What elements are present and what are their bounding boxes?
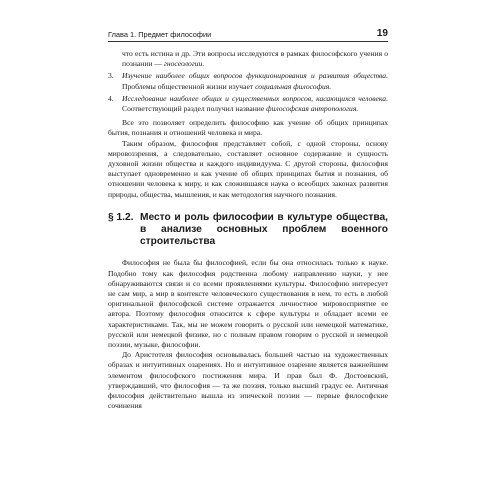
section-heading xyxy=(108,212,388,249)
list-item-plain: Соответствующий раздел получил название xyxy=(122,104,267,114)
list-item xyxy=(108,71,388,91)
list-item-italic: Изучение наиболее общих вопросов функционирования и развития общества. xyxy=(122,71,388,81)
list-item-number: 3. xyxy=(108,71,114,81)
paragraph: До Аристотеля философия основывалась большей частью на художественных образах и интуитивных озарениях. Но и интуитивное озарение является важнейшим элементом философского постижения мира. И прав был Ф. Достоевский, утверждавший, что философия — та же поэзия, только высший градус ее. Античная философия действительно вышла из эпической поэзии — первые философские сочинения xyxy=(108,350,388,411)
list-item-number: 4. xyxy=(108,93,114,103)
continued-plain-text: что есть истина и др. Эти вопросы исследуются в рамках философского учения о познании — xyxy=(122,49,388,69)
list-item-term: философская антропология. xyxy=(266,104,359,114)
list-item xyxy=(108,94,388,114)
paragraph: Таким образом, философия представляет собой, с одной стороны, основу мировоззрения, а следовательно, составляет основное содержание и сущность духовной жизни общества и каждого индивидуума. С другой стороны, философия выступает одновременно и как учение об общих принципах бытия и познания, об отношении человека к миру, и как сложившаяся наука о всеобщих законах развития природы, общества, мышления, и как методология научного познания. xyxy=(108,138,388,199)
paragraph: Все это позволяет определить философию как учение об общих принципах бытия, познания и отношений человека и мира. xyxy=(108,118,388,138)
page-body xyxy=(108,49,388,412)
numbered-list xyxy=(108,71,388,114)
chapter-title: Глава 1. Предмет философии xyxy=(108,30,212,39)
page-number: 19 xyxy=(376,28,388,39)
continued-list-text xyxy=(122,49,388,69)
section-number: § 1.2. xyxy=(108,211,134,223)
paragraph: Философия не была бы философией, если бы она относилась только к науке. Подобно тому как философия родственна любому направлению науки, у нее обнаруживаются связи и со всеми проявлениями культуры. Философию интересует не сам мир, а мир в контексте человеческого существования в нем, то есть в любой оригинальной философской системе отражается личностное мировосприятие ее автора. Поэтому философия относится к сфере культуры и обладает всеми ее характеристиками. Так, мы не можем говорить о русской или немецкой математике, русской или немецкой физике, но с полным правом говорим о русской и немецкой поэзии, музыке, философии. xyxy=(108,258,388,350)
continued-italic-text: гносеологии. xyxy=(163,59,205,69)
list-item-italic: Исследование наиболее общих и существенных вопросов, касающихся человека. xyxy=(122,93,388,103)
section-title: Место и роль философии в культуре общества, в анализе основных проблем военного строительства xyxy=(140,211,388,248)
list-item-text xyxy=(122,71,388,91)
list-item-term: социальная философия. xyxy=(255,81,332,91)
list-item-text xyxy=(122,94,388,114)
list-item-plain: Проблемы общественной жизни изучает xyxy=(122,81,256,91)
book-page xyxy=(108,28,388,412)
running-header xyxy=(108,28,388,42)
